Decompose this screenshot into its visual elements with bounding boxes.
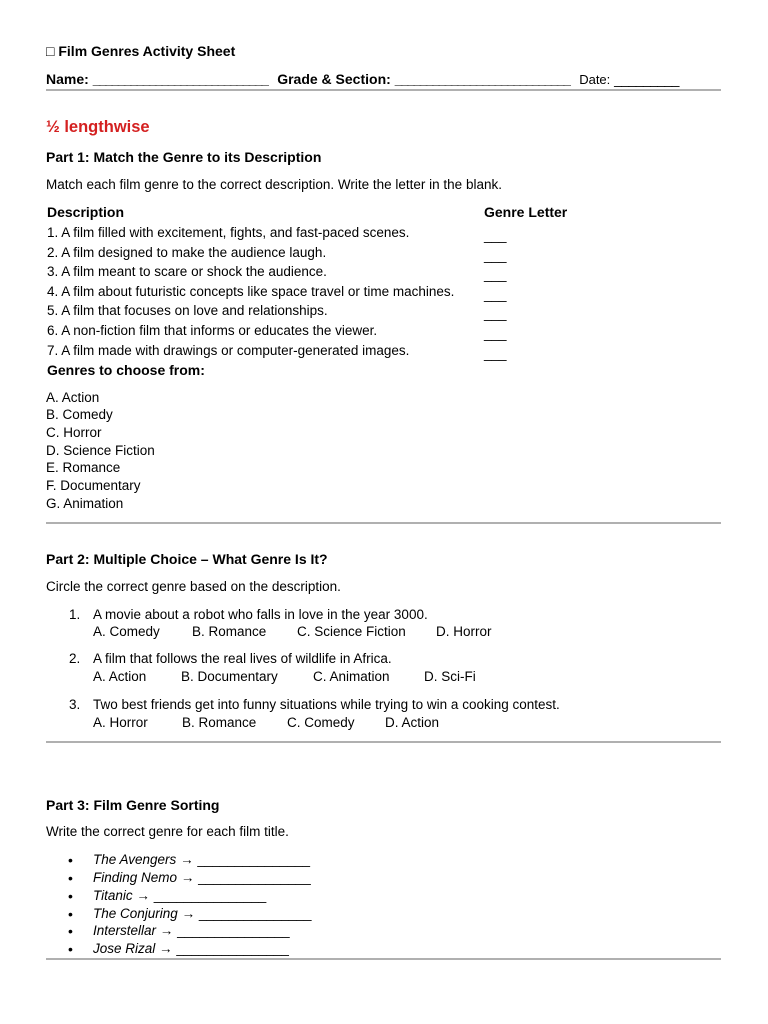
option[interactable]: A. Action	[93, 669, 147, 684]
match-row-answer-blank[interactable]: ___	[484, 287, 507, 302]
match-row-description: 5. A film that focuses on love and relationships.	[47, 303, 328, 318]
bullet-icon: •	[68, 888, 73, 904]
match-row-description: 7. A film made with drawings or computer-generated images.	[47, 343, 410, 358]
film-genre-blank[interactable]: _______________	[198, 906, 312, 921]
bullet-icon: •	[68, 941, 73, 957]
match-row-description: 3. A film meant to scare or shock the audience.	[47, 264, 327, 279]
film-item	[93, 941, 289, 956]
option[interactable]: A. Horror	[93, 715, 148, 730]
part2-divider	[46, 741, 721, 743]
match-row-answer-blank[interactable]: ___	[484, 306, 507, 321]
name-label: Name:	[46, 71, 89, 87]
film-title: Titanic	[93, 888, 133, 903]
part3-instruction: Write the correct genre for each film title.	[46, 824, 289, 839]
option[interactable]: B. Romance	[192, 624, 267, 639]
part2-title: Part 2: Multiple Choice – What Genre Is It?	[46, 551, 328, 567]
match-row-answer-blank[interactable]: ___	[484, 248, 507, 263]
option[interactable]: C. Comedy	[287, 715, 355, 730]
date-blank[interactable]: _________	[614, 71, 679, 87]
film-genre-blank[interactable]: _______________	[153, 888, 267, 903]
question-text: Two best friends get into funny situations while trying to win a cooking contest.	[93, 697, 560, 712]
option[interactable]: B. Documentary	[181, 669, 278, 684]
film-genre-blank[interactable]: _______________	[197, 852, 310, 867]
worksheet-title	[46, 43, 235, 59]
genre-choices-title: Genres to choose from:	[47, 362, 205, 378]
question-number: 3.	[69, 697, 81, 712]
title-text: Film Genres Activity Sheet	[58, 43, 236, 59]
genre-choice: D. Science Fiction	[46, 443, 155, 458]
film-item	[93, 870, 311, 885]
part1-divider	[46, 522, 721, 524]
lengthwise-note: ½ lengthwise	[46, 118, 150, 136]
match-row-answer-blank[interactable]: ___	[484, 346, 507, 361]
match-row-answer-blank[interactable]: ___	[484, 326, 507, 341]
part3-title: Part 3: Film Genre Sorting	[46, 797, 220, 813]
film-title: Finding Nemo	[93, 870, 178, 885]
question-number: 1.	[69, 607, 81, 622]
film-title: The Avengers	[93, 852, 177, 867]
film-title: The Conjuring	[93, 906, 178, 921]
bullet-icon: •	[68, 923, 73, 939]
film-item	[93, 888, 266, 903]
placeholder-box-icon: □	[46, 43, 55, 59]
question-number: 2.	[69, 651, 81, 666]
genre-choice: E. Romance	[46, 460, 121, 475]
arrow-icon: →	[181, 906, 196, 921]
arrow-icon: →	[180, 852, 194, 867]
bullet-icon: •	[68, 852, 73, 868]
option[interactable]: A. Comedy	[93, 624, 160, 639]
arrow-icon: →	[180, 870, 195, 885]
genre-choice: C. Horror	[46, 425, 102, 440]
arrow-icon: →	[159, 923, 174, 938]
question-text: A movie about a robot who falls in love in the year 3000.	[93, 607, 428, 622]
description-column-header: Description	[47, 204, 125, 220]
arrow-icon: →	[159, 941, 173, 956]
film-genre-blank[interactable]: _______________	[177, 923, 290, 938]
match-row-description: 1. A film filled with excitement, fights, and fast-paced scenes.	[47, 225, 410, 240]
match-row-answer-blank[interactable]: ___	[484, 267, 507, 282]
header-divider	[46, 89, 721, 91]
part1-instruction: Match each film genre to the correct description. Write the letter in the blank.	[46, 177, 502, 192]
genre-choice: F. Documentary	[46, 478, 141, 493]
film-item	[93, 906, 311, 921]
part1-title: Part 1: Match the Genre to its Description	[46, 149, 322, 165]
match-row-answer-blank[interactable]: ___	[484, 228, 507, 243]
match-row-description: 2. A film designed to make the audience laugh.	[47, 245, 327, 260]
question-text: A film that follows the real lives of wildlife in Africa.	[93, 651, 392, 666]
option[interactable]: B. Romance	[182, 715, 257, 730]
arrow-icon: →	[136, 888, 150, 903]
genre-choice: B. Comedy	[46, 407, 113, 422]
date-label: Date:	[579, 72, 611, 87]
bullet-icon: •	[68, 906, 73, 922]
film-title: Jose Rizal	[93, 941, 156, 956]
option[interactable]: C. Science Fiction	[297, 624, 406, 639]
option[interactable]: C. Animation	[313, 669, 390, 684]
name-blank[interactable]: ____________________________	[92, 71, 268, 87]
student-info-line	[46, 71, 679, 87]
grade-section-label: Grade & Section:	[277, 71, 391, 87]
match-row-description: 6. A non-fiction film that informs or educates the viewer.	[47, 323, 378, 338]
genre-choice: G. Animation	[46, 496, 124, 511]
genre-choice: A. Action	[46, 390, 100, 405]
part3-divider	[46, 958, 721, 960]
film-genre-blank[interactable]: _______________	[176, 941, 289, 956]
film-genre-blank[interactable]: _______________	[198, 870, 311, 885]
film-title: Interstellar	[93, 923, 157, 938]
genre-letter-column-header: Genre Letter	[484, 204, 568, 220]
option[interactable]: D. Horror	[436, 624, 492, 639]
part2-instruction: Circle the correct genre based on the description.	[46, 579, 341, 594]
film-item	[93, 852, 310, 867]
grade-section-blank[interactable]: ____________________________	[394, 71, 570, 87]
bullet-icon: •	[68, 870, 73, 886]
option[interactable]: D. Action	[385, 715, 440, 730]
option[interactable]: D. Sci-Fi	[424, 669, 476, 684]
match-row-description: 4. A film about futuristic concepts like space travel or time machines.	[47, 284, 455, 299]
film-item	[93, 923, 290, 938]
